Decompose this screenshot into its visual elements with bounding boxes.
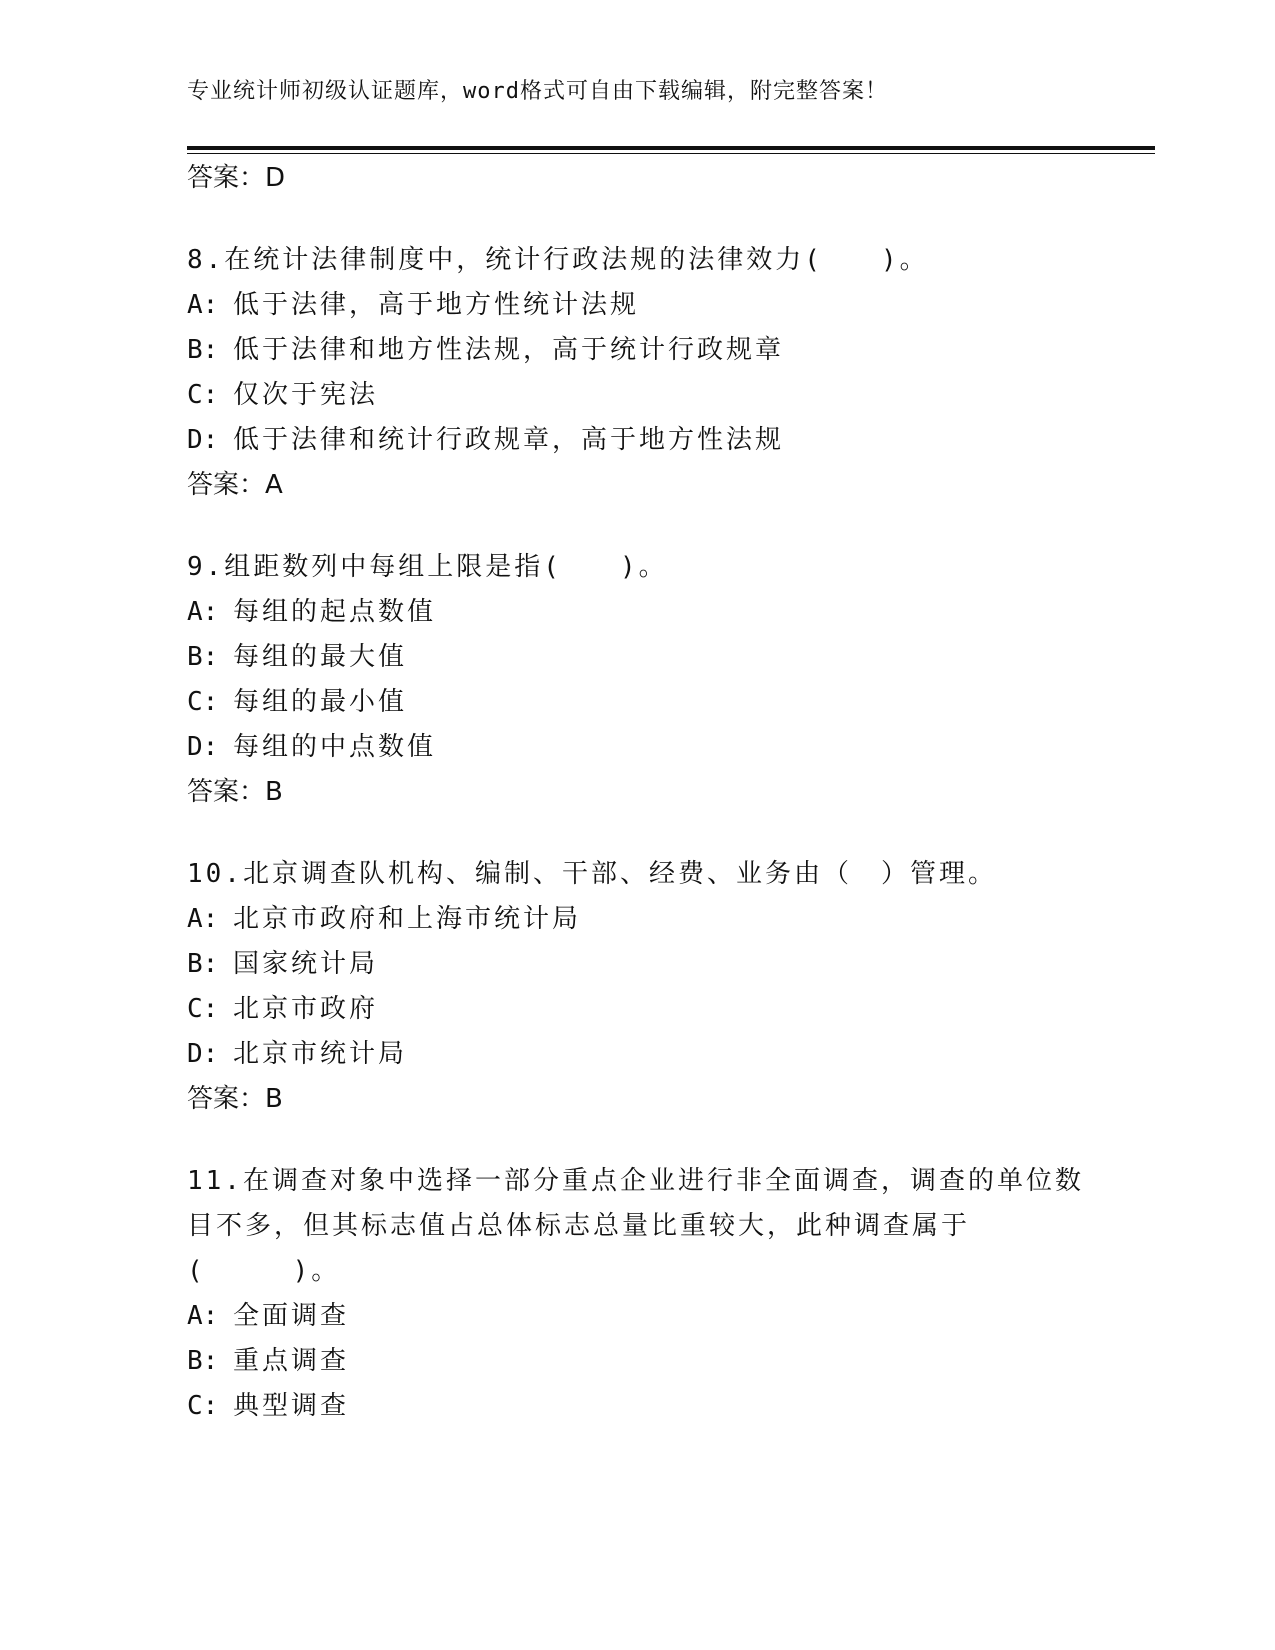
option-letter: B:: [187, 949, 219, 979]
question-list: [187, 156, 1087, 1466]
question-8: [187, 238, 1087, 508]
option-c: [187, 680, 1087, 725]
option-text: 低于法律和地方性法规，高于统计行政规章: [233, 335, 785, 365]
option-text: 每组的中点数值: [233, 732, 437, 762]
header-rule-thick: [187, 146, 1155, 150]
option-letter: C:: [187, 380, 219, 410]
option-c: [187, 987, 1087, 1032]
answer-line: 答案：D: [187, 163, 286, 193]
option-a: [187, 1294, 1087, 1339]
option-b: [187, 328, 1087, 373]
option-d: [187, 1032, 1087, 1077]
question-stem: 8.在统计法律制度中，统计行政法规的法律效力( )。: [187, 245, 929, 275]
answer-line: 答案：B: [187, 777, 283, 807]
option-letter: D:: [187, 425, 219, 455]
option-b: [187, 635, 1087, 680]
option-letter: B:: [187, 335, 219, 365]
option-letter: C:: [187, 1391, 219, 1421]
option-letter: A:: [187, 597, 219, 627]
option-letter: B:: [187, 1346, 219, 1376]
option-letter: A:: [187, 1301, 219, 1331]
option-d: [187, 418, 1087, 463]
question-10: [187, 852, 1087, 1122]
answer-line: 答案：A: [187, 470, 283, 500]
option-letter: A:: [187, 904, 219, 934]
page-header: 专业统计师初级认证题库，word格式可自由下载编辑，附完整答案！: [187, 79, 888, 104]
option-text: 北京市政府和上海市统计局: [233, 904, 582, 934]
question-11: [187, 1159, 1087, 1429]
question-stem: 10.北京调查队机构、编制、干部、经费、业务由（ ）管理。: [187, 859, 997, 889]
option-letter: C:: [187, 994, 219, 1024]
question-9: [187, 545, 1087, 815]
option-letter: B:: [187, 642, 219, 672]
option-text: 低于法律和统计行政规章，高于地方性法规: [233, 425, 785, 455]
header-rule-thin: [187, 153, 1155, 154]
option-b: [187, 1339, 1087, 1384]
question-stem: 11.在调查对象中选择一部分重点企业进行非全面调查，调查的单位数目不多，但其标志值占总体标志总量比重较大，此种调查属于( )。: [187, 1166, 1084, 1286]
option-c: [187, 373, 1087, 418]
option-a: [187, 590, 1087, 635]
question-stem: 9.组距数列中每组上限是指( )。: [187, 552, 668, 582]
answer-line: 答案：B: [187, 1084, 283, 1114]
option-text: 每组的最大值: [233, 642, 408, 672]
option-text: 低于法律，高于地方性统计法规: [233, 290, 640, 320]
option-text: 重点调查: [233, 1346, 350, 1376]
option-text: 全面调查: [233, 1301, 350, 1331]
option-letter: D:: [187, 732, 219, 762]
option-b: [187, 942, 1087, 987]
option-a: [187, 897, 1087, 942]
option-text: 北京市政府: [233, 994, 379, 1024]
option-d: [187, 725, 1087, 770]
option-text: 每组的起点数值: [233, 597, 437, 627]
option-c: [187, 1384, 1087, 1429]
option-letter: C:: [187, 687, 219, 717]
option-text: 国家统计局: [233, 949, 379, 979]
option-text: 每组的最小值: [233, 687, 408, 717]
option-text: 北京市统计局: [233, 1039, 408, 1069]
option-letter: A:: [187, 290, 219, 320]
option-text: 典型调查: [233, 1391, 350, 1421]
option-letter: D:: [187, 1039, 219, 1069]
option-a: [187, 283, 1087, 328]
option-text: 仅次于宪法: [233, 380, 379, 410]
